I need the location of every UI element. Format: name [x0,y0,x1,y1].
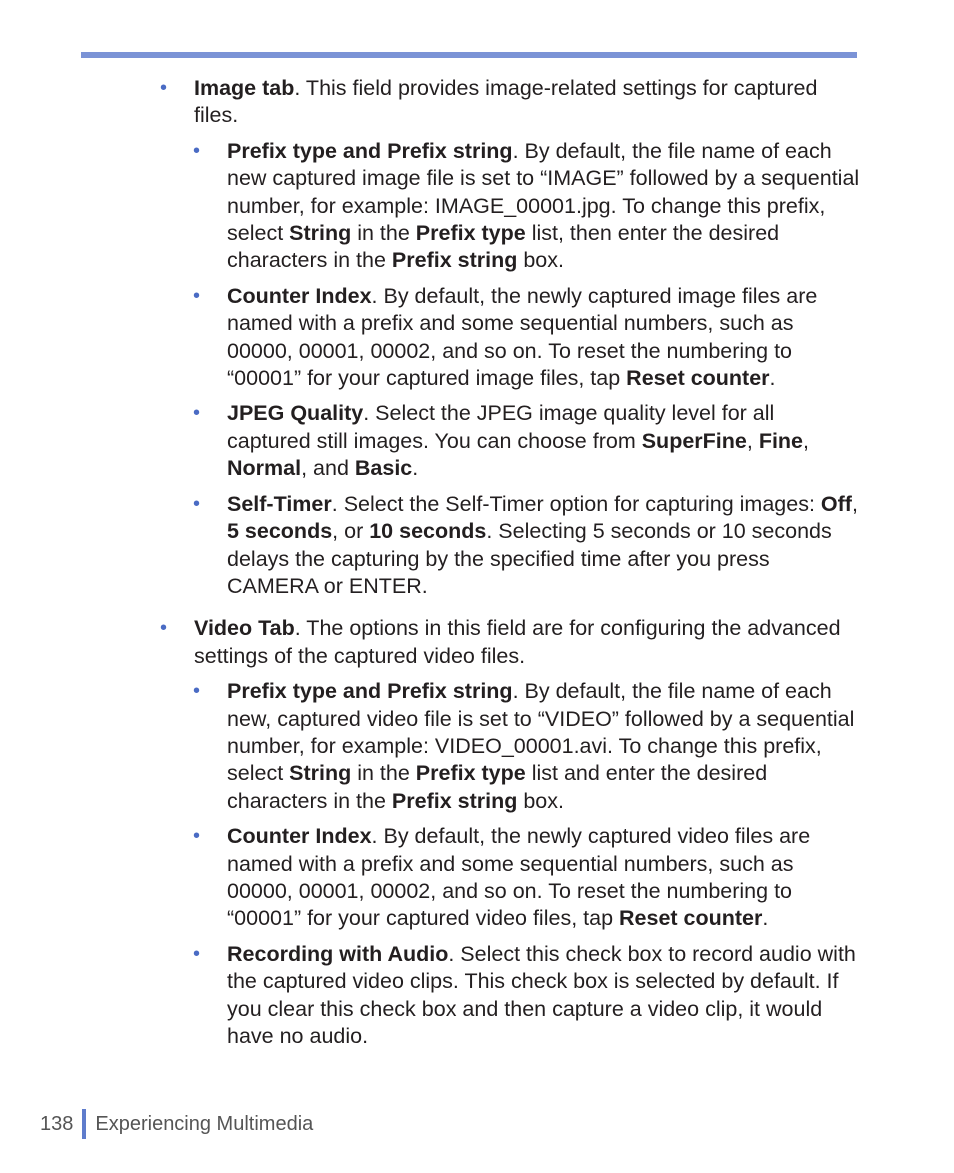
option-term: Prefix type [415,761,526,786]
option-description: . Select the Self-Timer option for capturing images: [331,491,821,516]
bullet-icon: • [193,825,201,848]
section-title: Image tab [194,76,295,100]
option-term: 10 seconds [369,519,487,544]
section-intro [194,615,860,670]
option-description: , and [301,456,355,481]
option-description: , [851,491,858,516]
option-term: JPEG Quality [227,401,364,426]
option-description: . Selecting 5 seconds or 10 seconds delays the capturing by the specified time after you press CAMERA or ENTER. [227,519,832,598]
option-item [193,491,860,601]
option-term: Prefix type [415,221,526,246]
option-description: list, then enter the desired characters in the [227,221,780,273]
image-tab-options [193,138,860,601]
option-description: . By default, the newly captured video files are named with a prefix and some sequential numbers, such as 00000, 00001, 00002, and so on. To reset the numbering to “00001” for your captured video files, tap [227,824,811,931]
bullet-icon: • [193,942,201,965]
option-description: , [803,428,809,453]
option-description: list and enter the desired characters in the [227,761,768,813]
option-description: . By default, the file name of each new, captured video file is set to “VIDEO” followed by a sequential number, for example: VIDEO_00001.avi. To change this prefix, select [227,679,855,786]
page-number: 138 [40,1112,74,1135]
bullet-icon: • [193,402,201,425]
option-term: Counter Index [227,824,372,849]
option-text [227,823,860,933]
option-text [227,283,860,393]
option-item [193,941,860,1051]
option-term: Counter Index [227,283,372,308]
option-description: box. [517,248,564,273]
option-term: Prefix type and Prefix string [227,138,513,163]
section-image-tab [160,75,860,130]
option-term: Prefix string [391,248,518,273]
option-description: , or [332,519,370,544]
option-term: String [289,221,352,246]
section-title: Video Tab [194,616,295,641]
option-item [193,678,860,815]
option-term: Reset counter [626,366,770,391]
option-description: . [769,366,776,391]
bullet-icon: • [193,492,201,515]
option-term: Normal [227,456,302,481]
bullet-icon: • [160,77,168,99]
section-description: . The options in this field are for configuring the advanced settings of the captured video files. [194,616,841,668]
option-description: . Select the JPEG image quality level for all captured still images. You can choose from [227,401,775,453]
chapter-title: Experiencing Multimedia [95,1112,314,1135]
video-tab-options [193,678,860,1050]
option-term: Basic [354,456,413,481]
section-intro [194,75,860,130]
option-description: . By default, the file name of each new captured image file is set to “IMAGE” followed by a sequential number, for example: IMAGE_00001.jpg. To change this prefix, select [227,138,860,246]
option-term: Self-Timer [227,491,332,516]
option-term: Recording with Audio [227,941,449,966]
option-text [227,491,860,601]
option-description: box. [517,788,564,813]
option-term: Prefix string [391,788,518,813]
header-rule [81,52,857,58]
option-item [193,823,860,933]
option-description: . By default, the newly captured image files are named with a prefix and some sequential numbers, such as 00000, 00001, 00002, and so on. To reset the numbering to “00001” for your captured image files, tap [227,283,818,391]
option-description: , [746,428,759,453]
option-description: in the [351,761,416,786]
option-description: . Select this check box to record audio with the captured video clips. This check box is selected by default. If you clear this check box and then capture a video clip, it would have no audio. [227,941,856,1048]
page-footer [40,1108,313,1140]
option-text [227,400,860,482]
section-video-tab [160,615,860,670]
bullet-icon: • [193,680,201,703]
section-description: . This field provides image-related settings for captured files. [194,76,818,128]
option-item [193,283,860,393]
option-description: . [762,906,769,931]
option-term: Prefix type and Prefix string [227,679,513,704]
option-description: in the [351,221,416,246]
option-text [227,138,860,275]
bullet-icon: • [193,139,201,162]
option-text [227,941,860,1051]
option-term: 5 seconds [227,519,333,544]
option-description: . [412,456,419,481]
option-term: Off [820,491,852,516]
option-text [227,678,860,815]
option-term: String [289,761,352,786]
option-term: Fine [758,428,804,453]
footer-divider [82,1109,86,1139]
option-term: SuperFine [641,428,747,453]
page-body [160,75,860,1058]
option-item [193,138,860,275]
bullet-icon: • [193,284,201,307]
option-term: Reset counter [619,906,763,931]
bullet-icon: • [160,617,168,640]
option-item [193,400,860,482]
